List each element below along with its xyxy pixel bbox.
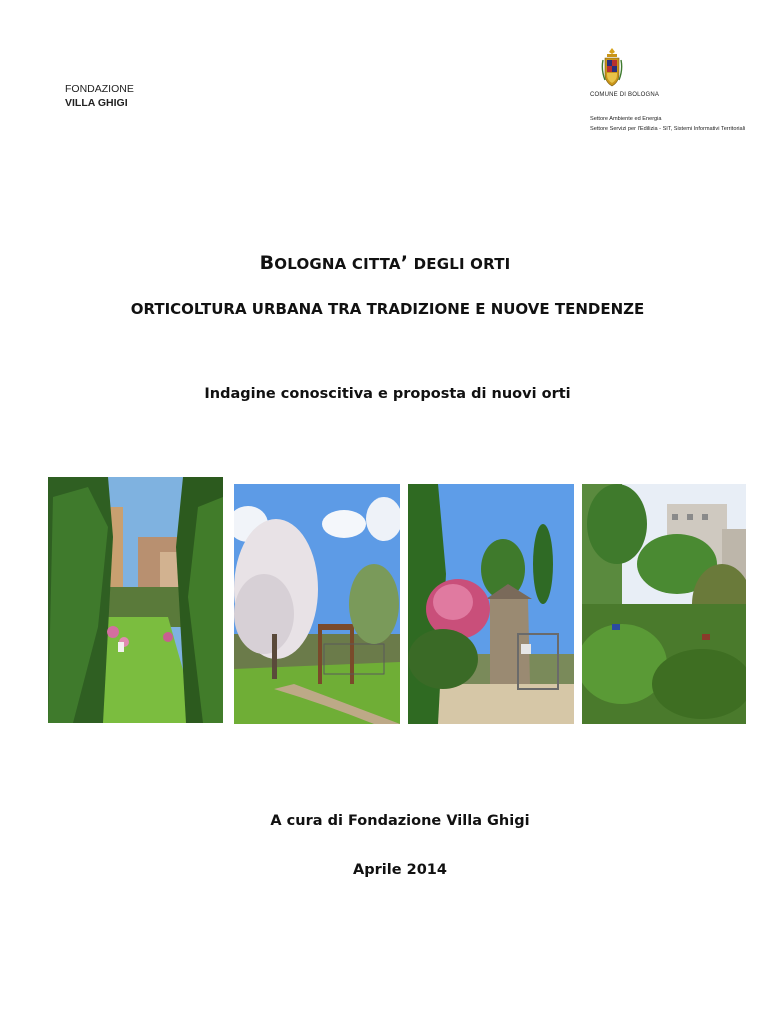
title-part1: OLOGNA CITTA xyxy=(274,255,401,273)
comune-name: COMUNE DI BOLOGNA xyxy=(590,92,660,98)
foundation-logo-text xyxy=(65,82,134,110)
garden-shed-photo xyxy=(408,484,574,724)
survey-heading: Indagine conoscitiva e proposta di nuovi orti xyxy=(204,386,571,402)
title-initial: B xyxy=(259,252,275,274)
foundation-line1: FONDAZIONE xyxy=(65,83,134,95)
settore-text xyxy=(590,114,745,134)
title-apostrophe: ’ xyxy=(400,252,409,274)
curator-text: A cura di Fondazione Villa Ghigi xyxy=(270,813,530,829)
document-subtitle: ORTICOLTURA URBANA TRA TRADIZIONE E NUOVE TENDENZE xyxy=(130,300,645,318)
settore-line2: Settore Servizi per l'Edilizia - SIT, Sistemi Informativi Territoriali xyxy=(590,126,746,132)
title-part2: DEGLI ORTI xyxy=(408,255,511,273)
coat-of-arms-icon xyxy=(601,46,623,92)
allotment-buildings-photo xyxy=(582,484,746,724)
document-title xyxy=(0,252,770,274)
garden-path-photo xyxy=(48,477,223,723)
flowering-tree-photo xyxy=(234,484,400,724)
publication-date: Aprile 2014 xyxy=(353,862,447,878)
foundation-line2: VILLA GHIGI xyxy=(65,97,128,109)
settore-line1: Settore Ambiente ed Energia xyxy=(590,116,662,122)
